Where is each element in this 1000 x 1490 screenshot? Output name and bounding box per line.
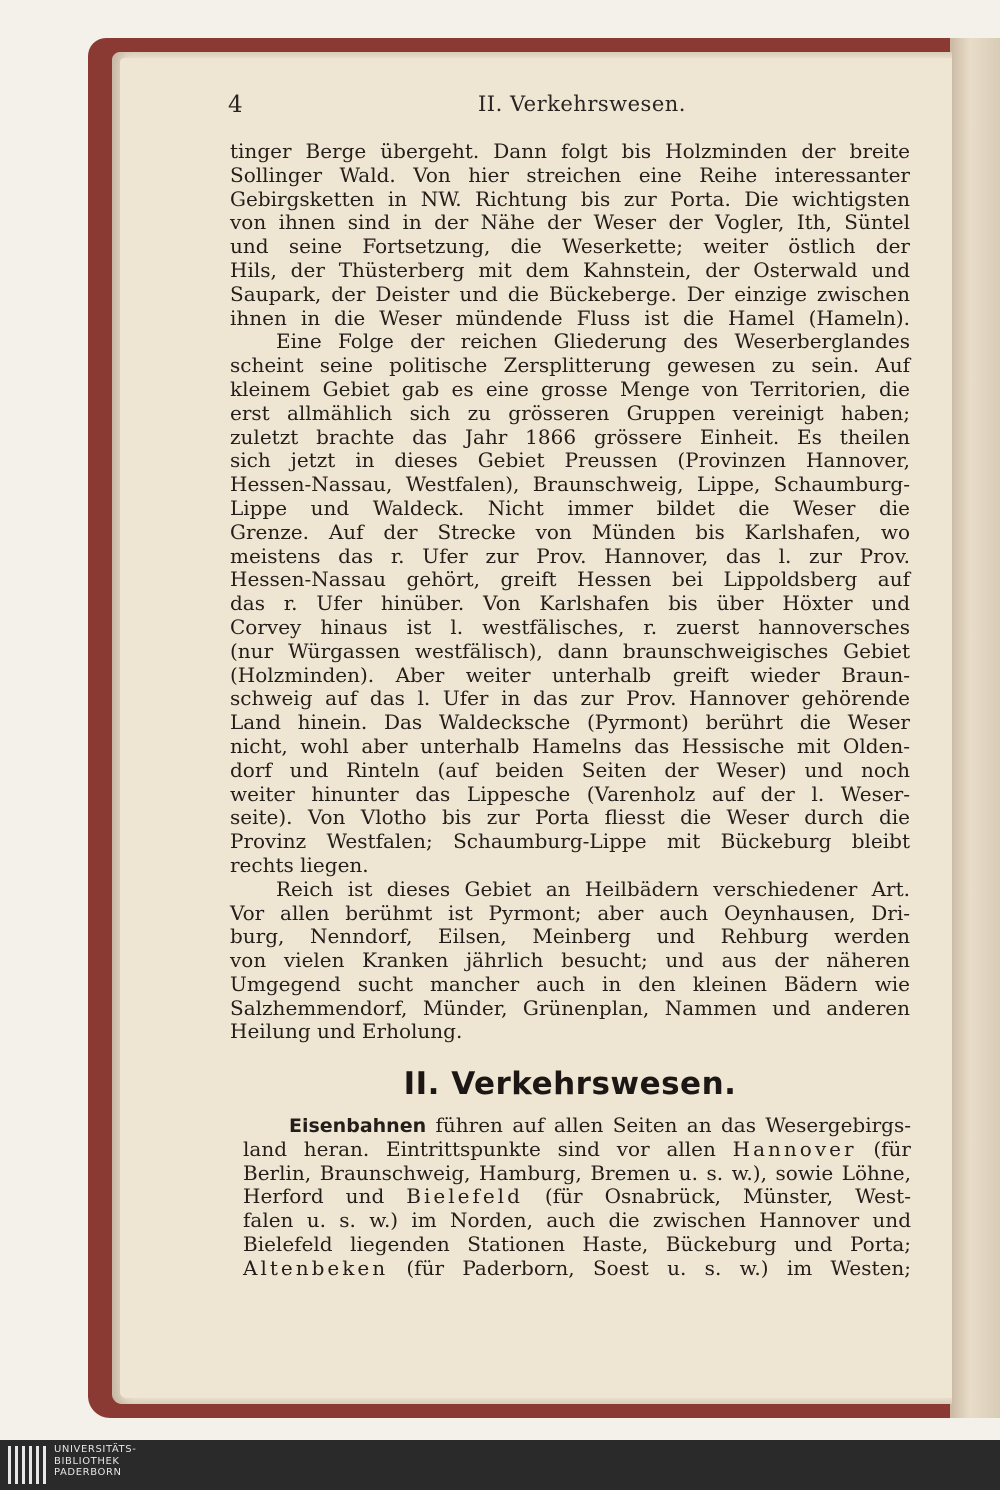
lead-word: Eisenbahnen — [289, 1115, 427, 1137]
text-line: (Holzminden). Aber weiter unterhalb greift wieder Braun- — [230, 662, 910, 687]
text-line: seite). Von Vlotho bis zur Porta fliesst die Weser durch die — [230, 805, 910, 830]
logo-line: UNIVERSITÄTS- — [54, 1444, 137, 1455]
logo-line: PADERBORN — [54, 1467, 122, 1478]
text-line: Heilung und Erholung. — [230, 1019, 463, 1044]
text-line: Hessen-Nassau gehört, greift Hessen bei Lippoldsberg auf — [230, 567, 910, 592]
text-line: Hessen-Nassau, Westfalen), Braunschweig, Lippe, Schaumburg- — [230, 472, 910, 497]
text-line: Hils, der Thüsterberg mit dem Kahnstein, der Osterwald und — [230, 257, 910, 282]
text-line: Grenze. Auf der Strecke von Münden bis Karlshafen, wo — [230, 519, 910, 544]
text-line: Vor allen berühmt ist Pyrmont; aber auch Oeynhausen, Dri- — [230, 900, 910, 925]
page-number: 4 — [228, 92, 243, 118]
text-line: dorf und Rinteln (auf beiden Seiten der Weser) und noch — [230, 757, 910, 782]
text-run: (für — [856, 1136, 911, 1161]
text-line: (nur Würgassen westfälisch), dann braunschweigisches Gebiet — [230, 638, 910, 663]
text-line: schweig auf das l. Ufer in das zur Prov. Hannover gehörende — [230, 686, 910, 711]
body-text-section-2 — [243, 1114, 911, 1281]
spaced-place-name: Bielefeld — [406, 1184, 523, 1209]
running-head-title: II. Verkehrswesen. — [478, 92, 686, 116]
text-run: (für Paderborn, Soest u. s. w.) im Westen; — [388, 1255, 911, 1280]
text-run: führen auf allen Seiten an das Wesergebirgs- — [426, 1113, 911, 1137]
text-line: Reich ist dieses Gebiet an Heilbädern verschiedener Art. — [276, 876, 910, 901]
text-line: und seine Fortsetzung, die Weserkette; weiter östlich der — [230, 234, 910, 259]
text-line: tinger Berge übergeht. Dann folgt bis Holzminden der breite — [230, 139, 910, 163]
library-logo-icon — [8, 1446, 46, 1484]
page-edge-right — [950, 38, 1000, 1418]
text-line: scheint seine politische Zersplitterung gewesen zu sein. Auf — [230, 353, 910, 378]
text-line: meistens das r. Ufer zur Prov. Hannover, das l. zur Prov. — [230, 543, 910, 568]
text-line: Lippe und Waldeck. Nicht immer bildet die Weser die — [230, 495, 910, 520]
text-line: Umgegend sucht mancher auch in den kleinen Bädern wie — [230, 971, 910, 996]
text-line: Berlin, Braunschweig, Hamburg, Bremen u. s. w.), sowie Löhne, — [243, 1160, 911, 1185]
text-line: von ihnen sind in der Nähe der Weser der Vogler, Ith, Süntel — [230, 210, 910, 235]
text-line: Sollinger Wald. Von hier streichen eine Reihe interessanter — [230, 162, 910, 187]
text-run: (für Osnabrück, Münster, West- — [522, 1184, 911, 1209]
text-line: kleinem Gebiet gab es eine grosse Menge von Territorien, die — [230, 376, 910, 401]
text-line: von vielen Kranken jährlich besucht; und aus der näheren — [230, 948, 910, 973]
logo-line: BIBLIOTHEK — [54, 1455, 120, 1467]
text-line: rechts liegen. — [230, 852, 369, 877]
text-line: weiter hinunter das Lippesche (Varenholz auf der l. Weser- — [230, 781, 910, 806]
text-line: erst allmählich sich zu grösseren Gruppen vereinigt haben; — [230, 400, 910, 425]
text-line: Gebirgsketten in NW. Richtung bis zur Porta. Die wichtigsten — [230, 186, 910, 211]
text-line — [243, 1114, 911, 1138]
library-footer-bar — [0, 1440, 1000, 1490]
text-line — [243, 1257, 911, 1281]
text-line: sich jetzt in dieses Gebiet Preussen (Provinzen Hannover, — [230, 448, 910, 473]
spaced-place-name: Altenbeken — [243, 1255, 389, 1280]
spaced-place-name: Hannover — [732, 1136, 857, 1161]
text-line: Land hinein. Das Waldecksche (Pyrmont) berührt die Weser — [230, 710, 910, 735]
text-line: nicht, wohl aber unterhalb Hamelns das Hessische mit Olden- — [230, 733, 910, 758]
text-line: burg, Nenndorf, Eilsen, Meinberg und Rehburg werden — [230, 924, 910, 949]
text-line: Corvey hinaus ist l. westfälisches, r. zuerst hannoversches — [230, 614, 910, 639]
text-line: Saupark, der Deister und die Bückeberge. Der einzige zwischen — [230, 281, 910, 306]
text-line: Bielefeld liegenden Stationen Haste, Bückeburg und Porta; — [243, 1231, 911, 1256]
text-line: das r. Ufer hinüber. Von Karlshafen bis über Höxter und — [230, 591, 910, 616]
text-line — [243, 1185, 911, 1209]
text-run: Herford und — [243, 1184, 407, 1209]
text-run: land heran. Eintrittspunkte sind vor allen — [243, 1136, 733, 1161]
text-line: Provinz Westfalen; Schaumburg-Lippe mit Bückeburg bleibt — [230, 829, 910, 854]
text-line: ihnen in die Weser mündende Fluss ist die Hamel (Hameln). — [230, 305, 910, 330]
library-logo-text — [54, 1444, 136, 1479]
text-line: Salzhemmendorf, Münder, Grünenplan, Nammen und anderen — [230, 995, 910, 1020]
text-line: Eine Folge der reichen Gliederung des Weserberglandes — [276, 329, 910, 354]
text-line: zuletzt brachte das Jahr 1866 grössere Einheit. Es theilen — [230, 424, 910, 449]
text-line — [243, 1138, 911, 1162]
section-heading: II. Verkehrswesen. — [403, 1066, 737, 1102]
body-text-section-1 — [230, 140, 910, 1044]
text-line: falen u. s. w.) im Norden, auch die zwischen Hannover und — [243, 1208, 911, 1233]
running-head — [228, 92, 918, 126]
